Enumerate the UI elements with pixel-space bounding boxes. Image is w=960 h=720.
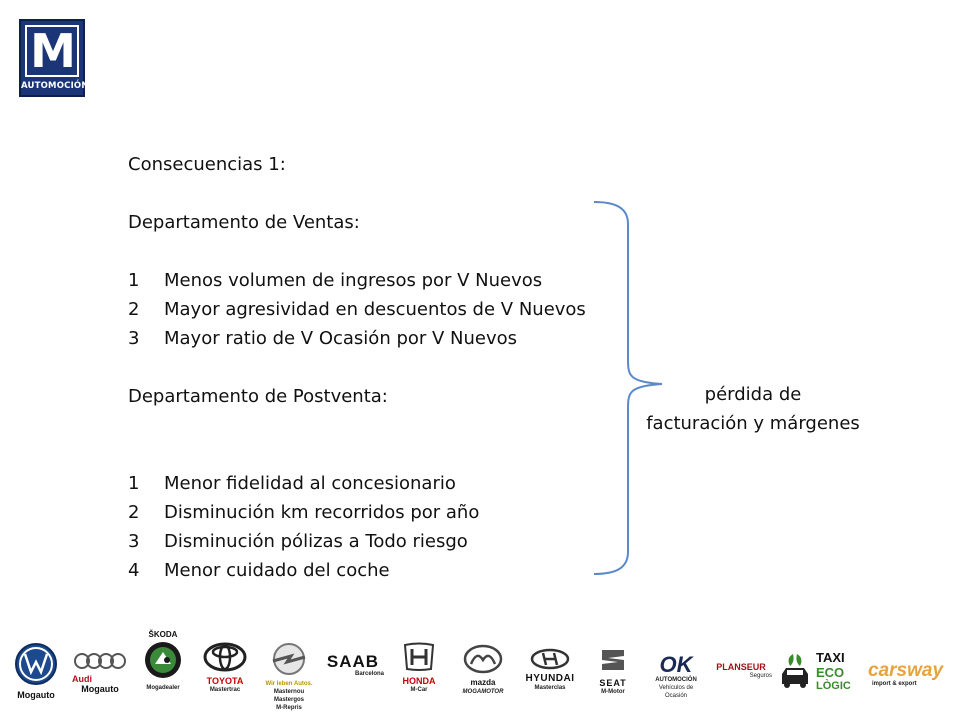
mazda-logo-icon xyxy=(452,644,514,696)
item-number: 4 xyxy=(128,560,140,581)
sales-title: Departamento de Ventas: xyxy=(128,212,360,233)
conclusion-text xyxy=(618,380,888,438)
conclusion-line2: facturación y márgenes xyxy=(646,413,860,434)
honda-logo-icon xyxy=(394,642,444,694)
brand-label: Mogauto xyxy=(17,690,55,700)
brand-name: ŠKODA xyxy=(148,630,178,639)
ok-automocion-logo-icon xyxy=(648,654,704,700)
postsales-item xyxy=(128,498,586,527)
slide-heading: Consecuencias 1: xyxy=(128,154,286,175)
sales-item xyxy=(128,295,586,324)
brand-label: import & export xyxy=(872,681,917,687)
item-text: Menos volumen de ingresos por V Nuevos xyxy=(164,270,543,291)
carsway-logo-icon xyxy=(868,662,954,688)
brand-name: SAAB xyxy=(326,652,380,671)
brand-label: Mogadealer xyxy=(146,685,180,691)
brand-name: mazda xyxy=(470,678,496,687)
brand-label: Seguros xyxy=(749,673,772,679)
opel-tagline: Wir leben Autos. xyxy=(265,681,313,687)
ok-line1: AUTOMOCIÓN xyxy=(655,677,697,683)
brand-name: HONDA xyxy=(402,676,436,686)
sales-item xyxy=(128,266,586,295)
toyota-logo-icon xyxy=(198,642,252,694)
seat-logo-icon xyxy=(588,646,638,696)
brand-name: SEAT xyxy=(599,678,627,688)
item-number: 3 xyxy=(128,328,140,349)
item-text: Disminución km recorridos por año xyxy=(164,502,480,523)
brand-name: TOYOTA xyxy=(206,676,244,686)
brand-label: Mastergos xyxy=(273,697,304,703)
item-text: Menor cuidado del coche xyxy=(164,560,390,581)
conclusion-line1: pérdida de xyxy=(704,384,802,405)
logo-label: AUTOMOCIÓN xyxy=(21,81,89,91)
brand-name: OK xyxy=(659,652,693,677)
skoda-logo-icon xyxy=(138,630,188,692)
brand-label: MOGAMOTOR xyxy=(462,689,504,695)
item-text: Menor fidelidad al concesionario xyxy=(164,473,456,494)
volkswagen-logo-icon xyxy=(10,642,62,700)
brand-name: HYUNDAI xyxy=(525,673,575,684)
hyundai-logo-icon xyxy=(518,648,582,692)
ok-line2: Vehículos de xyxy=(658,685,694,691)
item-number: 3 xyxy=(128,531,140,552)
opel-logo-icon xyxy=(262,642,316,712)
company-logo xyxy=(19,19,89,97)
brand-label: Mastertrac xyxy=(209,687,241,693)
brand-logo-strip xyxy=(0,626,960,720)
brand-label: Masternou xyxy=(273,689,305,695)
brand-label: M-Repris xyxy=(276,705,302,711)
postsales-item xyxy=(128,556,586,585)
brand-label: Mogauto xyxy=(81,684,119,694)
item-number: 2 xyxy=(128,502,140,523)
brand-label: Barcelona xyxy=(354,671,384,677)
logo-letter: M xyxy=(25,25,79,77)
item-text: Mayor ratio de V Ocasión por V Nuevos xyxy=(164,328,518,349)
postsales-item xyxy=(128,527,586,556)
item-text: Disminución pólizas a Todo riesgo xyxy=(164,531,468,552)
brand-name: PLANSEUR xyxy=(716,662,766,672)
brand-name: Audi xyxy=(72,674,92,684)
postsales-title: Departamento de Postventa: xyxy=(128,386,388,407)
audi-logo-icon xyxy=(72,652,128,694)
sales-item xyxy=(128,324,586,353)
item-number: 2 xyxy=(128,299,140,320)
logic-word: LÒGIC xyxy=(816,680,851,692)
brand-label: M-Motor xyxy=(601,689,625,695)
brand-name: carsway xyxy=(868,660,944,681)
postsales-item xyxy=(128,469,586,498)
planseur-logo-icon xyxy=(710,662,772,680)
item-text: Mayor agresividad en descuentos de V Nuevos xyxy=(164,299,586,320)
brand-label: Masterclas xyxy=(534,685,566,691)
taxi-word: TAXI xyxy=(816,650,845,665)
item-number: 1 xyxy=(128,473,140,494)
brand-label: M-Car xyxy=(410,687,428,693)
slide-content xyxy=(128,150,586,585)
eco-word: ECO xyxy=(816,665,845,680)
item-number: 1 xyxy=(128,270,140,291)
ok-line3: Ocasión xyxy=(664,693,687,699)
saab-logo-icon xyxy=(322,654,384,678)
